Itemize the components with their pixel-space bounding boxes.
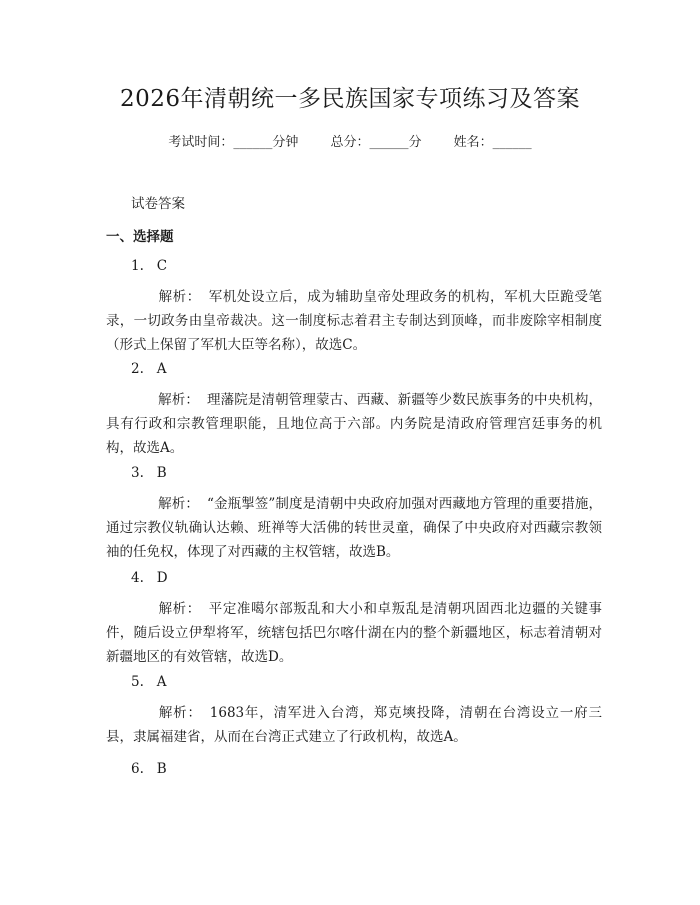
explanation-text: 1683年，清军进入台湾，郑克塽投降，清朝在台湾设立一府三县，隶属福建省，从而在台湾正式建立了行政机构，故选A。 <box>106 705 603 745</box>
answer-letter: C <box>156 258 168 274</box>
answer-letter: B <box>156 761 167 777</box>
question-answer-6 <box>131 761 167 777</box>
exam-meta <box>0 134 700 152</box>
explanation-5 <box>106 701 602 749</box>
question-answer-3 <box>131 465 167 481</box>
question-answer-2 <box>131 361 167 377</box>
exam-time-field: 考试时间：______分钟 <box>168 135 299 150</box>
explanation-2 <box>106 388 602 460</box>
question-number: 3. <box>131 465 144 481</box>
question-number: 1. <box>131 258 144 274</box>
student-name-field: 姓名：______ <box>453 135 532 150</box>
question-number: 6. <box>131 761 144 777</box>
answer-letter: B <box>156 465 167 481</box>
page-title: 2026年清朝统一多民族国家专项练习及答案 <box>119 86 581 112</box>
question-answer-4 <box>131 570 168 586</box>
question-answer-5 <box>131 674 167 690</box>
answer-letter: A <box>156 361 167 377</box>
total-score-field: 总分：______分 <box>330 135 422 150</box>
question-number: 5. <box>131 674 144 690</box>
explanation-label: 解析： <box>158 289 201 305</box>
answer-letter: A <box>156 674 167 690</box>
explanation-text: 平定准噶尔部叛乱和大小和卓叛乱是清朝巩固西北边疆的关键事件，随后设立伊犁将军，统辖包括巴尔喀什湖在内的整个新疆地区，标志着清朝对新疆地区的有效管辖，故选D。 <box>106 601 603 665</box>
answers-label: 试卷答案 <box>131 196 185 212</box>
explanation-text: 军机处设立后，成为辅助皇帝处理政务的机构，军机大臣跪受笔录，一切政务由皇帝裁决。这一制度标志着君主专制达到顶峰，而非废除宰相制度（形式上保留了军机大臣等名称），故选C。 <box>106 289 603 353</box>
explanation-label: 解析： <box>158 705 202 721</box>
explanation-4 <box>106 597 602 669</box>
explanation-label: 解析： <box>158 496 199 512</box>
answer-letter: D <box>156 570 168 586</box>
explanation-1 <box>106 285 602 357</box>
explanation-text: 理藩院是清朝管理蒙古、西藏、新疆等少数民族事务的中央机构，具有行政和宗教管理职能，且地位高于六部。内务院是清政府管理宫廷事务的机构，故选A。 <box>106 392 602 456</box>
explanation-text: “金瓶掣签”制度是清朝中央政府加强对西藏地方管理的重要措施，通过宗教仪轨确认达赖、班禅等大活佛的转世灵童，确保了中央政府对西藏宗教领袖的任免权，体现了对西藏的主权管辖，故选B。 <box>106 496 602 560</box>
question-answer-1 <box>131 258 167 274</box>
question-number: 2. <box>131 361 144 377</box>
question-number: 4. <box>131 570 144 586</box>
explanation-label: 解析： <box>158 392 199 408</box>
explanation-3 <box>106 492 602 564</box>
section-heading: 一、选择题 <box>106 229 174 245</box>
explanation-label: 解析： <box>158 601 201 617</box>
